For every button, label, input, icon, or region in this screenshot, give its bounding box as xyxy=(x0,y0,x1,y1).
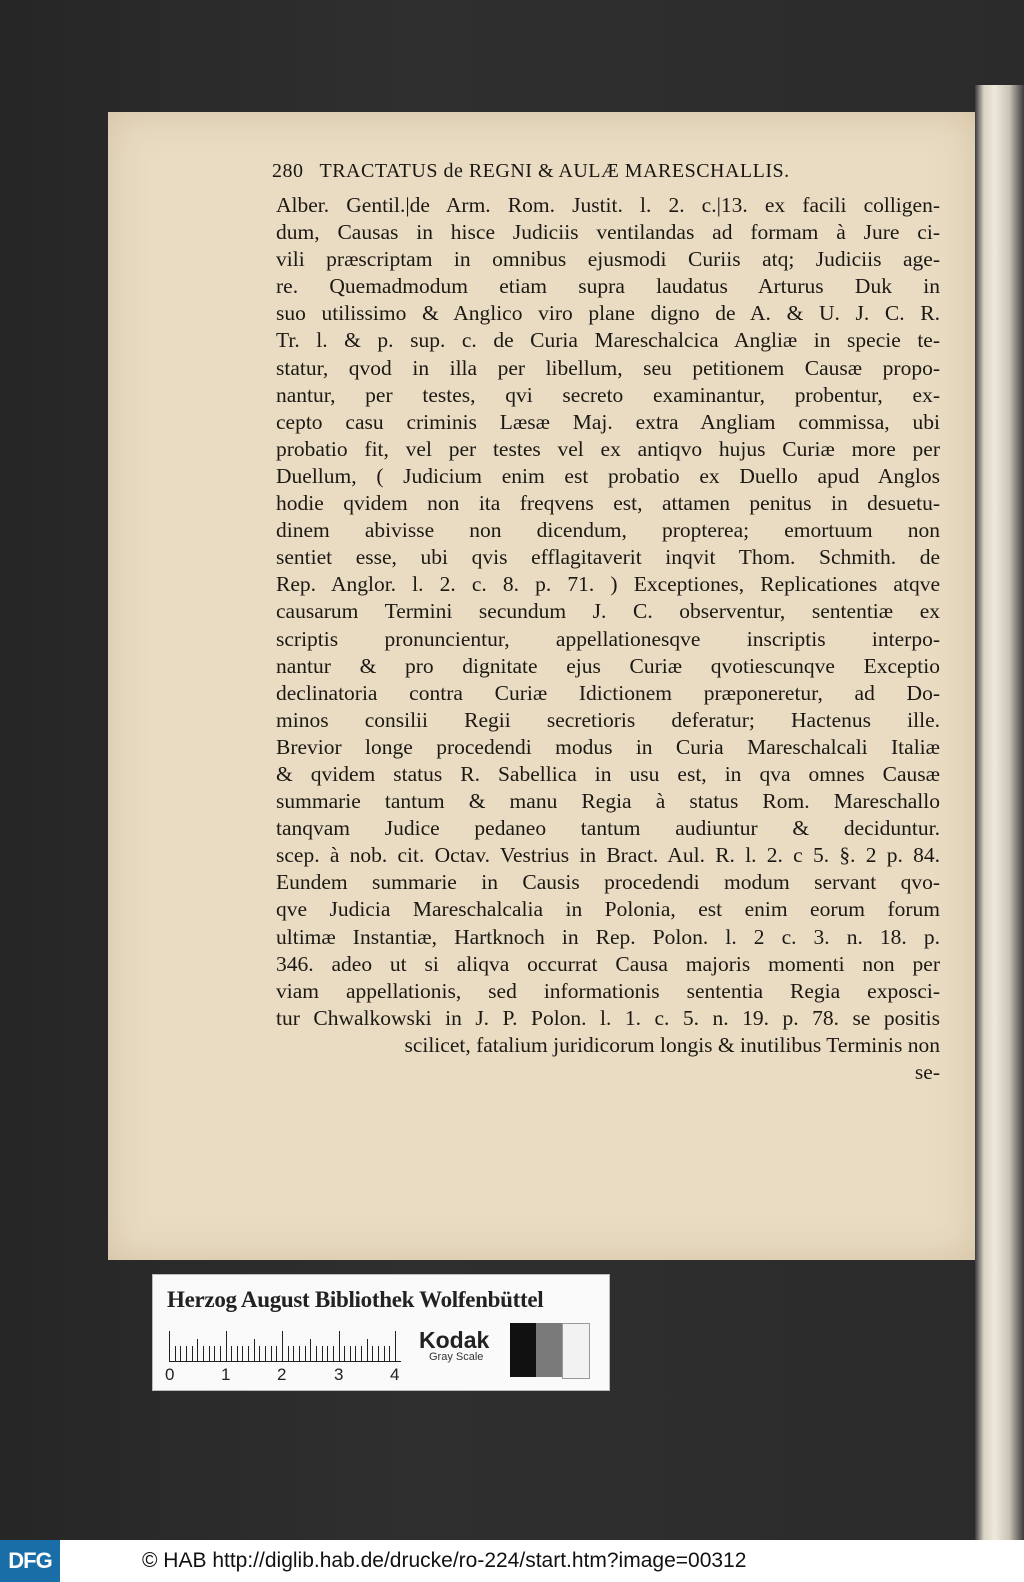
scale-ruler xyxy=(169,1331,401,1362)
ruler-tick xyxy=(192,1346,193,1361)
text-line: Duellum, ( Judicium enim est probatio ex Duello apud Anglos xyxy=(276,463,940,488)
ruler-tick xyxy=(333,1346,334,1361)
text-line: Alber. Gentil.|de Arm. Rom. Justit. l. 2. c.|13. ex facili colligen- xyxy=(276,193,940,217)
ruler-tick xyxy=(339,1331,340,1361)
swatch-gray xyxy=(536,1323,562,1377)
ruler-tick xyxy=(197,1339,198,1361)
text-line: qve Judicia Mareschalcalia in Polonia, est enim eorum forum xyxy=(276,897,940,922)
text-line: sentiet esse, ubi qvis efflagitaverit inqvit Thom. Schmith. de xyxy=(276,545,940,570)
dfg-logo: DFG xyxy=(0,1540,60,1582)
ruler-tick xyxy=(169,1331,170,1361)
text-line: minos consilii Regii secretioris deferatur; Hactenus ille. xyxy=(276,707,940,732)
ruler-tick xyxy=(242,1346,243,1361)
ruler-tick xyxy=(254,1339,255,1361)
ruler-tick xyxy=(305,1346,306,1361)
ruler-tick xyxy=(389,1346,390,1361)
ruler-tick xyxy=(310,1339,311,1361)
text-line: 346. adeo ut si aliqva occurrat Causa majoris momenti non per xyxy=(276,951,940,976)
ruler-tick xyxy=(175,1346,176,1361)
copyright-link[interactable]: © HAB http://diglib.hab.de/drucke/ro-224/start.htm?image=00312 xyxy=(142,1549,747,1572)
ruler-tick xyxy=(288,1346,289,1361)
text-line: summarie tantum & manu Regia à status Rom. Mareschallo xyxy=(276,789,940,814)
ruler-tick xyxy=(214,1346,215,1361)
ruler-tick xyxy=(378,1346,379,1361)
ruler-tick xyxy=(395,1331,396,1361)
ruler-tick xyxy=(220,1346,221,1361)
text-line: causarum Termini secundum J. C. observentur, sententiæ ex xyxy=(276,599,940,624)
text-line: vili præscriptam in omnibus ejusmodi Curiis atq; Judiciis age- xyxy=(276,247,940,272)
ruler-tick xyxy=(259,1346,260,1361)
ruler-tick xyxy=(316,1346,317,1361)
ruler-tick xyxy=(322,1346,323,1361)
ruler-tick xyxy=(209,1346,210,1361)
text-line: dinem abivisse non dicendum, propterea; emortuum non xyxy=(276,518,940,543)
text-line: Rep. Anglor. l. 2. c. 8. p. 71. ) Exceptiones, Replicationes atqve xyxy=(276,572,940,597)
ruler-tick xyxy=(282,1331,283,1361)
text-line: scep. à nob. cit. Octav. Vestrius in Bract. Aul. R. l. 2. c 5. §. 2 p. 84. xyxy=(276,843,940,868)
library-name: Herzog August Bibliothek Wolfenbüttel xyxy=(167,1287,544,1312)
text-line: suo utilissimo & Anglico viro plane digno de A. & U. J. C. R. xyxy=(276,301,940,326)
text-line: probatio fit, vel per testes vel ex antiqvo hujus Curiæ more per xyxy=(276,436,940,461)
ruler-tick xyxy=(271,1346,272,1361)
ruler-tick xyxy=(226,1331,227,1361)
ruler-tick xyxy=(372,1346,373,1361)
ruler-tick xyxy=(265,1346,266,1361)
ruler-tick xyxy=(299,1346,300,1361)
text-line: Eundem summarie in Causis procedendi modum servant qvo- xyxy=(276,870,940,895)
kodak-logo: Kodak xyxy=(419,1327,490,1353)
page-text xyxy=(276,192,940,1086)
book-edge xyxy=(975,85,1024,1540)
text-line: tur Chwalkowski in J. P. Polon. l. 1. c. 5. n. 19. p. 78. se positis xyxy=(276,1005,940,1030)
page-number: 280 xyxy=(272,160,304,182)
ruler-tick xyxy=(180,1346,181,1361)
ruler-tick xyxy=(186,1346,187,1361)
text-line: dum, Causas in hisce Judiciis ventilandas ad formam à Jure ci- xyxy=(276,220,940,245)
ruler-number: 1 xyxy=(221,1365,231,1384)
ruler-tick xyxy=(248,1346,249,1361)
text-line: & qvidem status R. Sabellica in usu est, in qva omnes Causæ xyxy=(276,761,940,786)
ruler-tick xyxy=(276,1346,277,1361)
ruler-tick xyxy=(367,1339,368,1361)
ruler-tick xyxy=(350,1346,351,1361)
ruler-tick xyxy=(203,1346,204,1361)
ruler-tick xyxy=(327,1346,328,1361)
ruler-tick xyxy=(231,1346,232,1361)
text-line: declinatoria contra Curiæ Idictionem præponeretur, ad Do- xyxy=(276,680,940,705)
swatch-white xyxy=(562,1323,590,1379)
text-line: Brevior longe procedendi modus in Curia Mareschalcali Italiæ xyxy=(276,734,940,759)
text-line: ultimæ Instantiæ, Hartknoch in Rep. Polon. l. 2 c. 3. n. 18. p. xyxy=(276,924,940,949)
text-line: hodie qvidem non ita freqvens est, attamen penitus in desuetu- xyxy=(276,491,940,516)
ruler-tick xyxy=(355,1346,356,1361)
text-line: viam appellationis, sed informationis sententia Regia exposci- xyxy=(276,978,940,1003)
ruler-tick xyxy=(384,1346,385,1361)
text-line: nantur, per testes, qvi secreto examinantur, probentur, ex- xyxy=(276,382,940,407)
text-line: scilicet, fatalium juridicorum longis & inutilibus Terminis non xyxy=(404,1032,940,1057)
ruler-number: 2 xyxy=(277,1365,287,1384)
gray-scale-label: Gray Scale xyxy=(429,1351,484,1363)
ruler-tick xyxy=(237,1346,238,1361)
ruler-number: 0 xyxy=(165,1365,175,1384)
swatch-black xyxy=(510,1323,536,1377)
text-line: se- xyxy=(914,1060,940,1084)
footer-bar xyxy=(0,1540,1024,1582)
text-line: statur, qvod in illa per libellum, seu petitionem Causæ propo- xyxy=(276,355,940,380)
text-line: cepto casu criminis Læsæ Maj. extra Angliam commissa, ubi xyxy=(276,409,940,434)
ruler-tick xyxy=(293,1346,294,1361)
text-line: scriptis pronuncientur, appellationesqve inscriptis interpo- xyxy=(276,626,940,651)
text-line: nantur & pro dignitate ejus Curiæ qvotiescunqve Exceptio xyxy=(276,653,940,678)
color-target xyxy=(152,1274,610,1391)
ruler-number: 4 xyxy=(390,1365,400,1384)
ruler-tick xyxy=(344,1346,345,1361)
text-line: tanqvam Judice pedaneo tantum audiuntur & deciduntur. xyxy=(276,816,940,841)
ruler-tick xyxy=(361,1346,362,1361)
ruler-number: 3 xyxy=(334,1365,344,1384)
text-line: re. Quemadmodum etiam supra laudatus Arturus Duk in xyxy=(276,274,940,299)
running-head-title: TRACTATUS de REGNI & AULÆ MARESCHALLIS. xyxy=(319,160,790,182)
running-head xyxy=(272,160,940,183)
text-line: Tr. l. & p. sup. c. de Curia Mareschalcica Angliæ in specie te- xyxy=(276,328,940,353)
